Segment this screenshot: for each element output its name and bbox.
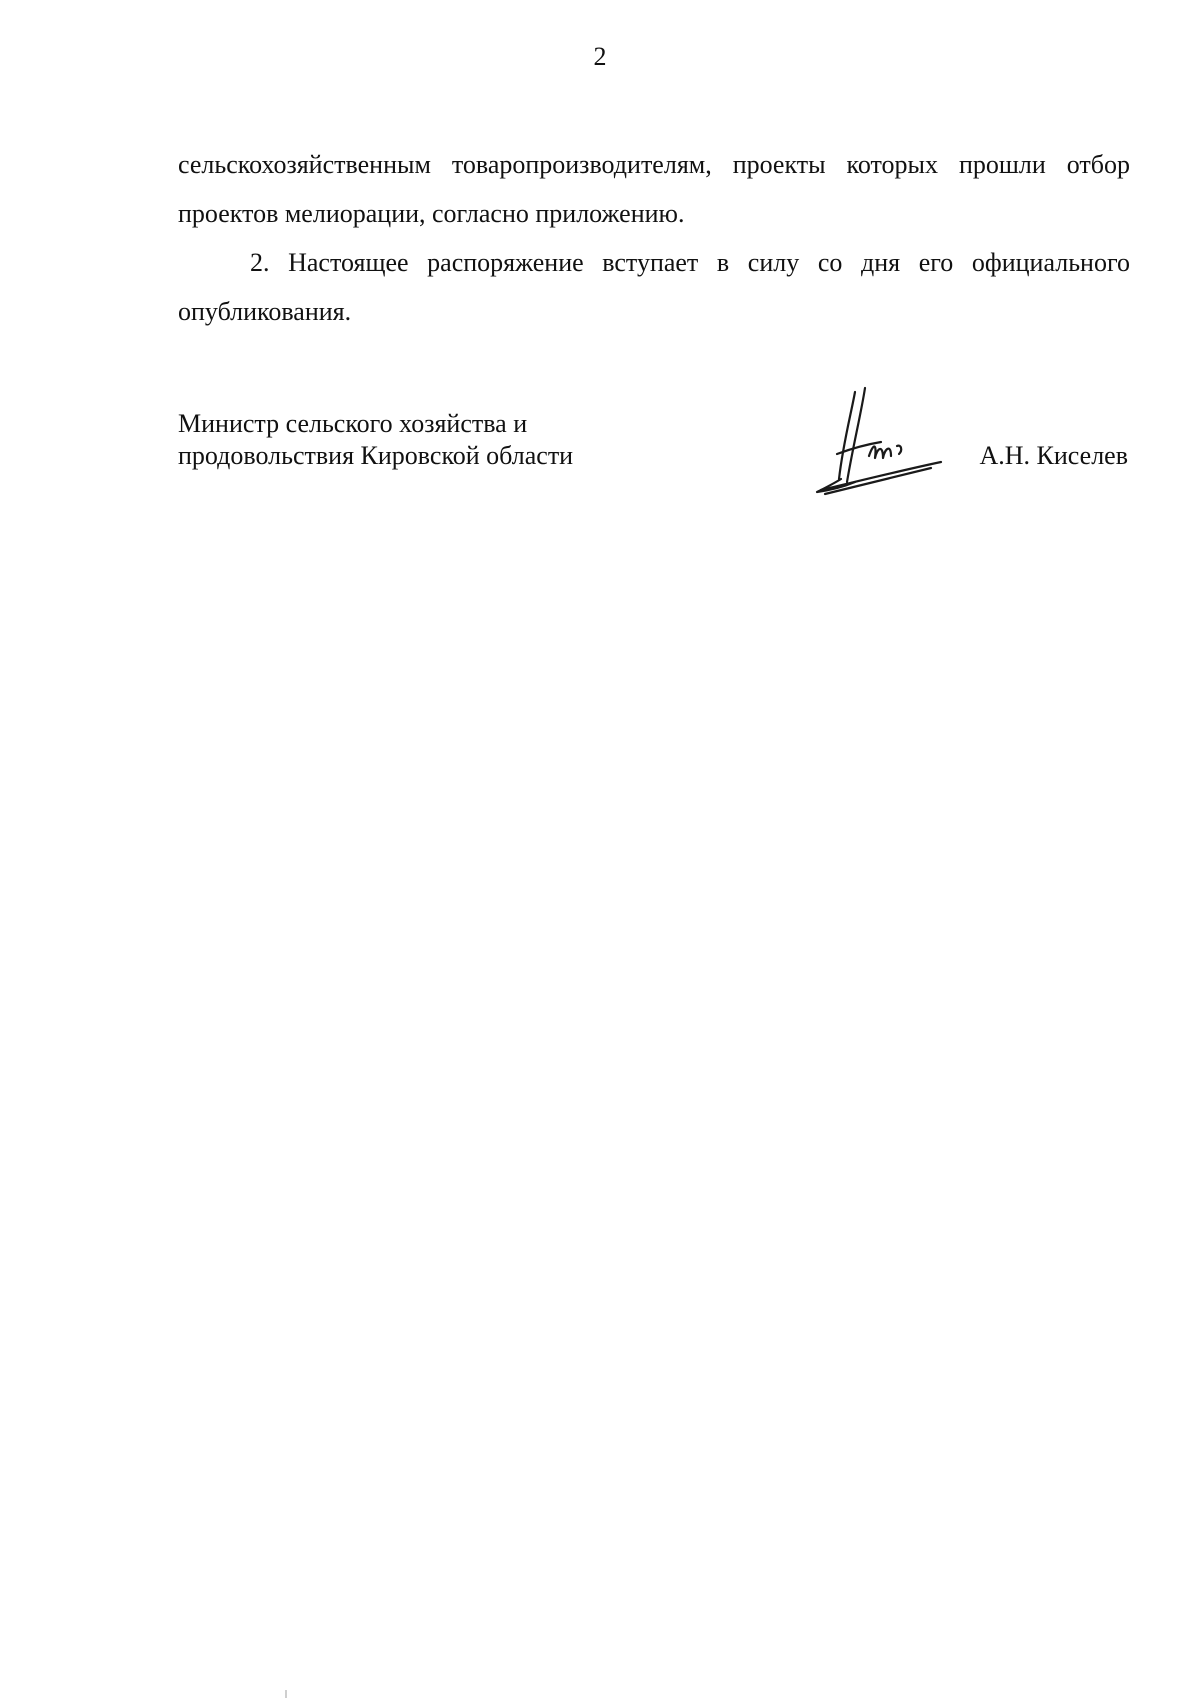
- handwritten-signature-icon: [803, 384, 953, 499]
- paragraph-effective-date: 2. Настоящее распоряжение вступает в силу со дня его официального опубликования.: [178, 248, 1130, 326]
- signer-name: А.Н. Киселев: [979, 441, 1128, 470]
- signer-position: [178, 408, 573, 472]
- signer-position-line-2: продовольствия Кировской области: [178, 441, 574, 470]
- page-number: 2: [593, 42, 607, 71]
- scan-artifact: [285, 1690, 287, 1698]
- paragraph-continuation: сельскохозяйственным товаропроизводителям, проекты которых прошли отбор проектов мелиорации, согласно приложению.: [178, 150, 1130, 228]
- document-body: [178, 140, 1130, 336]
- signer-position-line-1: Министр сельского хозяйства и: [178, 409, 528, 438]
- signature-block: [178, 408, 1130, 498]
